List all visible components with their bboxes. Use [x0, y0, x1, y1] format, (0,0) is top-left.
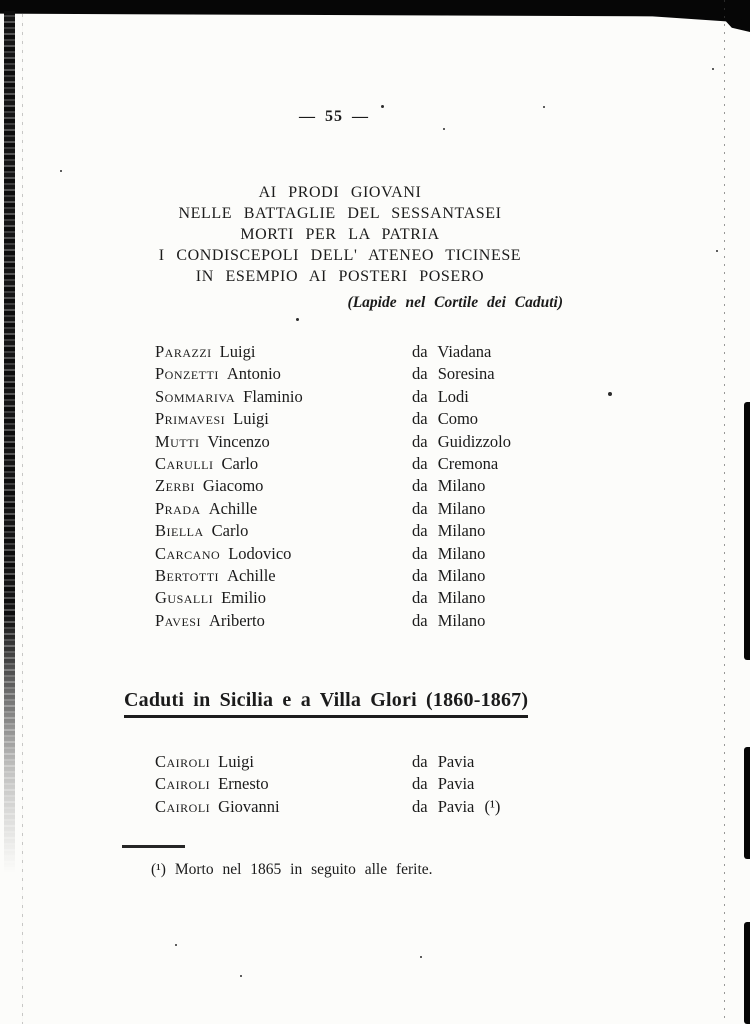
person-name — [155, 453, 412, 475]
person-name — [155, 431, 412, 453]
scan-right-page-edge — [724, 0, 725, 1024]
person-name — [155, 408, 412, 430]
section-memorial-list — [155, 751, 615, 818]
memorial-list — [155, 341, 615, 632]
person-given-name: Carlo — [221, 453, 259, 473]
person-surname: Cairoli — [155, 796, 211, 816]
scan-speck — [60, 170, 62, 172]
memorial-entry-row — [155, 408, 615, 430]
person-origin: da Guidizzolo — [412, 431, 512, 451]
person-given-name: Antonio — [226, 364, 281, 384]
person-surname: Bertotti — [155, 565, 220, 585]
person-origin: da Soresina — [412, 364, 495, 384]
person-name — [155, 475, 412, 497]
person-given-name: Achille — [227, 565, 276, 585]
memorial-entry-row — [155, 341, 615, 363]
scan-left-page-edge — [22, 14, 23, 1024]
memorial-entry-row — [155, 498, 615, 520]
person-given-name: Achille — [208, 498, 258, 518]
dedication-line: MORTI PER LA PATRIA — [240, 226, 440, 243]
person-given-name: Giovanni — [218, 796, 280, 816]
scan-speck — [296, 318, 299, 321]
person-origin: da Como — [412, 409, 479, 429]
person-name — [155, 498, 412, 520]
person-given-name: Flaminio — [243, 386, 303, 406]
person-surname: Prada — [155, 498, 201, 518]
memorial-entry-row — [155, 796, 615, 818]
dedication-block — [0, 182, 680, 287]
scan-speck — [240, 975, 242, 977]
person-name — [155, 386, 412, 408]
person-origin: da Milano — [412, 476, 486, 496]
person-origin: da Cremona — [412, 453, 499, 473]
person-name — [155, 520, 412, 542]
person-surname: Biella — [155, 521, 204, 541]
person-surname: Carcano — [155, 543, 221, 563]
memorial-entry-row — [155, 587, 615, 609]
scan-right-edge-artifact — [744, 922, 750, 1024]
memorial-entry-row — [155, 363, 615, 385]
scan-top-edge-artifact — [0, 0, 750, 24]
person-given-name: Emilio — [221, 588, 266, 608]
scan-speck — [443, 128, 445, 130]
person-name — [155, 751, 412, 773]
memorial-entry-row — [155, 431, 615, 453]
person-origin: da Pavia — [412, 752, 475, 771]
dedication-line: NELLE BATTAGLIE DEL SESSANTASEI — [178, 205, 502, 222]
memorial-entry-row — [155, 565, 615, 587]
person-origin: da Milano — [412, 498, 486, 518]
scan-right-edge-artifact — [744, 747, 750, 859]
memorial-entry-row — [155, 453, 615, 475]
person-name — [155, 565, 412, 587]
dedication-line: I CONDISCEPOLI DELL' ATENEO TICINESE — [158, 247, 522, 264]
person-surname: Cairoli — [155, 752, 211, 771]
page-number: — 55 — — [299, 108, 369, 125]
person-given-name: Lodovico — [228, 543, 292, 563]
scan-speck — [716, 250, 718, 252]
dedication-line: AI PRODI GIOVANI — [258, 184, 422, 201]
person-given-name: Vincenzo — [207, 431, 270, 451]
person-given-name: Luigi — [218, 752, 254, 771]
person-given-name: Giacomo — [202, 476, 264, 496]
person-origin: da Pavia — [412, 774, 475, 794]
person-name — [155, 610, 412, 632]
person-name — [155, 587, 412, 609]
person-surname: Gusalli — [155, 588, 214, 608]
person-name — [155, 796, 412, 818]
person-given-name: Carlo — [211, 521, 249, 541]
memorial-entry-row — [155, 520, 615, 542]
person-name — [155, 363, 412, 385]
person-surname: Carulli — [155, 453, 214, 473]
person-origin: da Milano — [412, 610, 486, 630]
person-surname: Cairoli — [155, 774, 211, 794]
memorial-entry-row — [155, 610, 615, 632]
footnote-text: (¹) Morto nel 1865 in seguito alle ferite. — [151, 861, 433, 878]
person-name — [155, 543, 412, 565]
person-given-name: Ernesto — [218, 774, 269, 794]
scan-speck — [175, 944, 177, 946]
person-name — [155, 773, 412, 795]
memorial-entry-row — [155, 386, 615, 408]
person-name — [155, 341, 412, 363]
person-surname: Zerbi — [155, 476, 195, 496]
person-origin: da Lodi — [412, 386, 469, 406]
person-surname: Sommariva — [155, 386, 236, 406]
person-surname: Pavesi — [155, 610, 201, 630]
person-given-name: Ariberto — [208, 610, 265, 630]
dedication-line: IN ESEMPIO AI POSTERI POSERO — [195, 268, 485, 285]
scan-speck — [420, 956, 422, 958]
memorial-entry-row — [155, 543, 615, 565]
person-origin: da Viadana — [412, 342, 492, 361]
scan-binding-strip-artifact — [4, 11, 15, 873]
person-origin: da Milano — [412, 588, 486, 608]
footnote-separator-rule — [122, 845, 185, 848]
person-given-name: Luigi — [219, 342, 256, 361]
section-heading: Caduti in Sicilia e a Villa Glori (1860-1867) — [124, 689, 528, 718]
person-origin: da Pavia (¹) — [412, 796, 501, 816]
person-origin: da Milano — [412, 565, 486, 585]
memorial-entry-row — [155, 751, 615, 773]
person-origin: da Milano — [412, 521, 486, 541]
person-surname: Primavesi — [155, 409, 226, 429]
person-given-name: Luigi — [233, 409, 269, 429]
scan-right-edge-artifact — [744, 402, 750, 660]
scan-speck — [712, 68, 714, 70]
person-origin: da Milano — [412, 543, 486, 563]
memorial-entry-row — [155, 475, 615, 497]
person-surname: Mutti — [155, 431, 200, 451]
dedication-attribution: (Lapide nel Cortile dei Caduti) — [347, 294, 563, 311]
person-surname: Ponzetti — [155, 364, 219, 384]
person-surname: Parazzi — [155, 342, 212, 361]
memorial-entry-row — [155, 773, 615, 795]
